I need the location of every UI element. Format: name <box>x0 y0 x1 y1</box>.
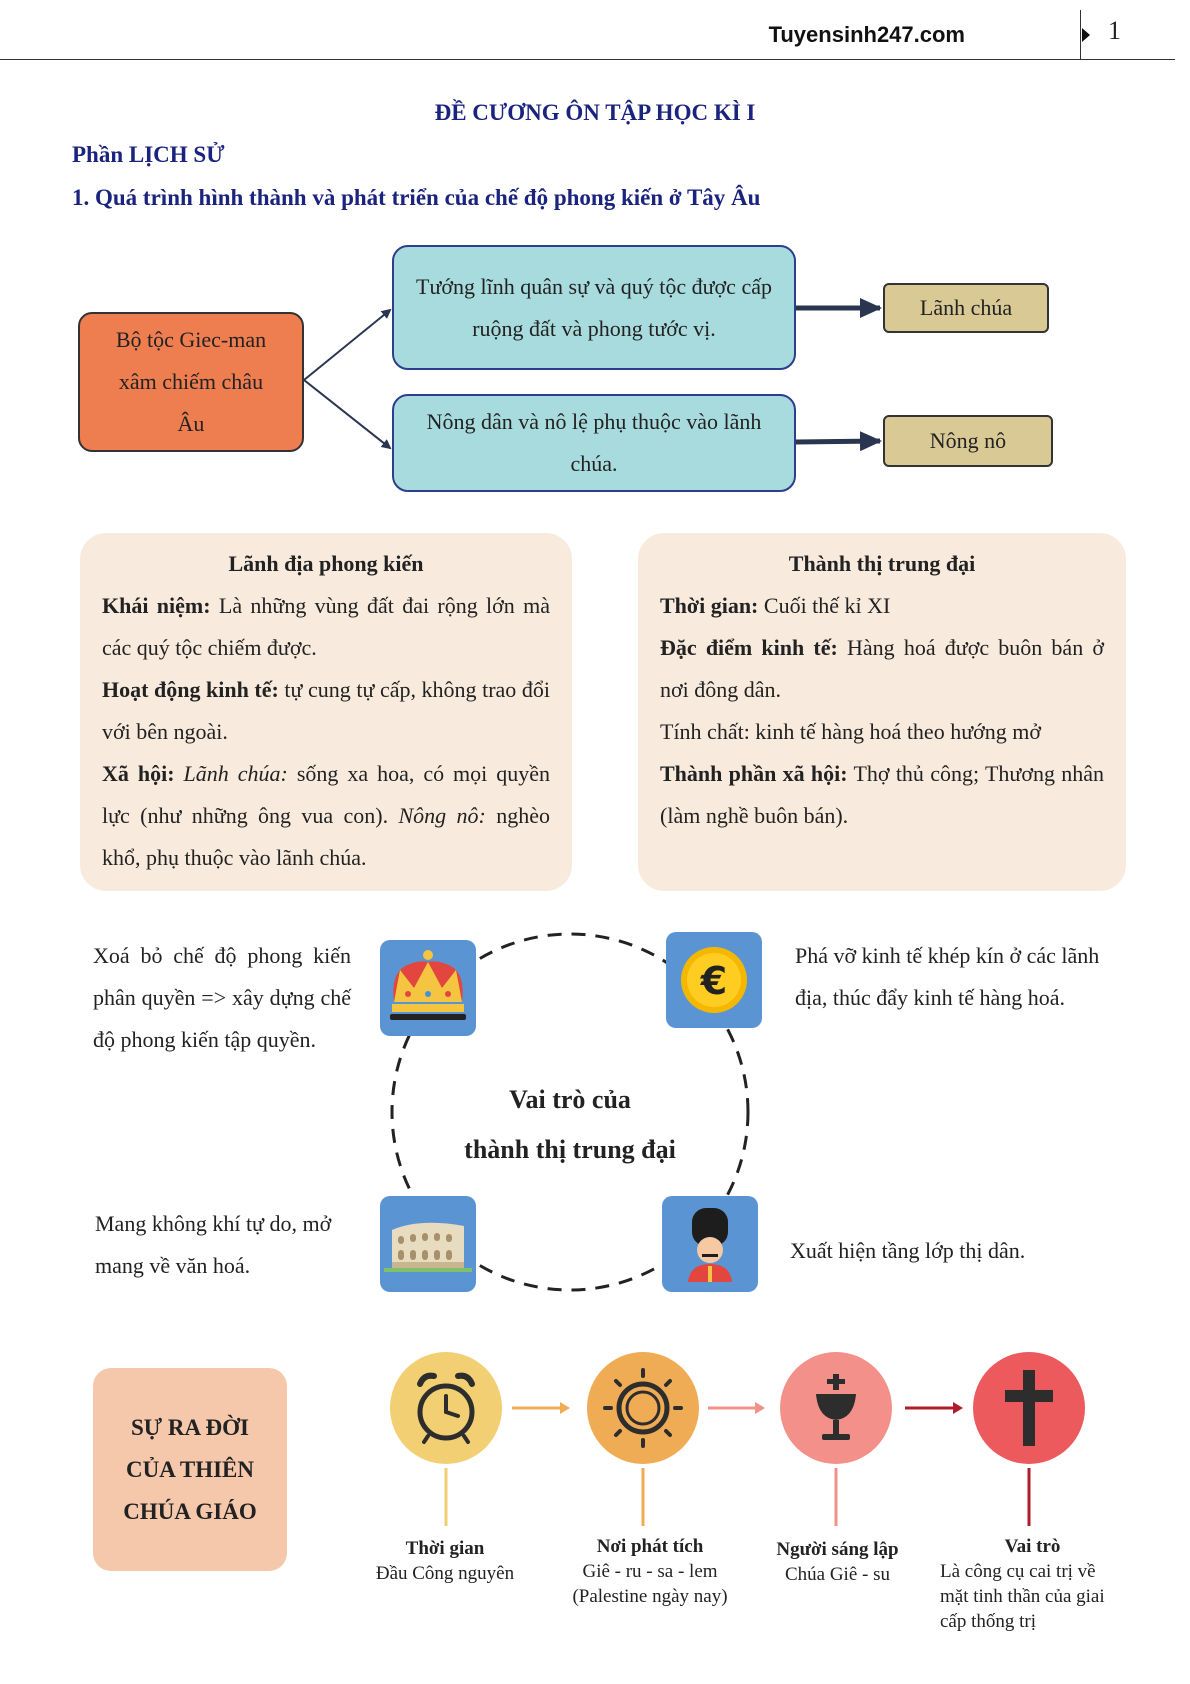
fief-card <box>80 533 572 891</box>
time-circle <box>390 1352 502 1464</box>
step-label: Người sáng lập <box>776 1539 899 1560</box>
colosseum-tile <box>380 1196 476 1292</box>
role-label-block <box>940 1534 1125 1634</box>
lower-result-text: Nông nô <box>929 428 1007 453</box>
role-top-right: Phá vỡ kinh tế khép kín ở các lãnh địa, thúc đẩy kinh tế hàng hoá. <box>795 943 1100 1010</box>
founder-circle <box>780 1352 892 1464</box>
step-text: Chúa Giê - su <box>784 1564 890 1585</box>
role-bottom-left: Mang không khí tự do, mở mang về văn hoá. <box>95 1211 332 1278</box>
role-title-line1: Vai trò của <box>509 1085 631 1114</box>
colosseum-icon <box>380 1196 476 1292</box>
page-number: 1 <box>1108 16 1121 45</box>
crown-of-thorns-icon <box>587 1352 699 1464</box>
section-title: 1. Quá trình hình thành và phát triển của chế độ phong kiến ở Tây Âu <box>72 185 761 210</box>
fief-concept <box>102 585 550 669</box>
econ-label: Hoạt động kinh tế: <box>102 677 279 702</box>
cross-icon <box>973 1352 1085 1464</box>
city-time <box>660 585 1104 627</box>
step-label: Nơi phát tích <box>596 1536 704 1557</box>
concept-text: Là những vùng đất đai rộng lớn mà các quý tộc chiếm được. <box>102 593 550 660</box>
guard-icon <box>662 1196 758 1292</box>
germanic-invasion-box <box>78 312 304 452</box>
site-name: Tuyensinh247.com <box>768 22 965 47</box>
step-text: Giê - ru - sa - lem (Palestine ngày nay) <box>572 1561 728 1607</box>
place-label-block <box>550 1534 750 1609</box>
role-circle <box>973 1352 1085 1464</box>
social-label: Thành phần xã hội: <box>660 761 848 786</box>
origin-text: Bộ tộc Giec-man xâm chiếm châu Âu <box>115 327 267 436</box>
medieval-city-card <box>638 533 1126 891</box>
lord-label: Lãnh chúa: <box>183 761 288 786</box>
city-econ-text: Hàng hoá được buôn bán ở nơi đông dân. <box>660 635 1105 702</box>
coin-tile <box>666 932 762 1028</box>
fief-society <box>102 753 550 879</box>
role-bottom-right: Xuất hiện tầng lớp thị dân. <box>790 1238 1026 1263</box>
upper-text: Tướng lĩnh quân sự và quý tộc được cấp ruộng đất và phong tước vị. <box>416 273 772 341</box>
fief-economy <box>102 669 550 753</box>
time-label: Thời gian: <box>660 593 759 618</box>
crown-icon <box>380 940 476 1036</box>
step-label: Vai trò <box>1004 1536 1061 1557</box>
step-label: Thời gian <box>405 1538 485 1559</box>
step-text: Là công cụ cai trị về mặt tinh thần của giai cấp thống trị <box>940 1561 1105 1632</box>
christianity-title: SỰ RA ĐỜI CỦA THIÊN CHÚA GIÁO <box>123 1414 257 1524</box>
role-top-left: Xoá bỏ chế độ phong kiến phân quyền => xây dựng chế độ phong kiến tập quyền. <box>93 943 351 1052</box>
founder-label-block <box>755 1537 920 1587</box>
guard-tile <box>662 1196 758 1292</box>
lower-text: Nông dân và nô lệ phụ thuộc vào lãnh chúa. <box>426 409 762 476</box>
serfs-result-box <box>883 415 1053 467</box>
step-text: Đầu Công nguyên <box>375 1563 515 1584</box>
city-title: Thành thị trung đại <box>788 551 976 576</box>
time-label-block <box>355 1536 535 1586</box>
upper-result-text: Lãnh chúa <box>919 295 1013 320</box>
city-social <box>660 753 1104 837</box>
society-label: Xã hội: <box>102 761 175 786</box>
crown-tile <box>380 940 476 1036</box>
time-text: Cuối thế kỉ XI <box>758 593 891 618</box>
serf-text: nghèo khổ, phụ thuộc vào lãnh chúa. <box>102 803 551 870</box>
part-title: Phần LỊCH SỬ <box>72 142 225 167</box>
social-text: Thợ thủ công; Thương nhân (làm nghề buôn bán). <box>660 761 1104 828</box>
lord-text: sống xa hoa, có mọi quyền lực (như những ông vua con). <box>102 761 551 828</box>
role-title-line2: thành thị trung đại <box>464 1135 676 1164</box>
serf-label: Nông nô: <box>398 803 486 828</box>
concept-label: Khái niệm: <box>102 593 211 618</box>
nobles-granted-land-box <box>392 245 796 370</box>
fief-title: Lãnh địa phong kiến <box>228 551 424 576</box>
city-economy <box>660 627 1104 711</box>
euro-coin-icon <box>666 932 762 1028</box>
document-title: ĐỀ CƯƠNG ÔN TẬP HỌC KÌ I <box>434 100 756 125</box>
svg-text:€: € <box>700 959 728 1003</box>
econ-text: tự cung tự cấp, không trao đổi với bên ngoài. <box>102 677 550 744</box>
origin-place-circle <box>587 1352 699 1464</box>
peasants-dependent-box <box>392 394 796 492</box>
city-nature: Tính chất: kinh tế hàng hoá theo hướng mở <box>660 719 1042 744</box>
city-econ-label: Đặc điểm kinh tế: <box>660 635 838 660</box>
chalice-icon <box>780 1352 892 1464</box>
lords-result-box <box>883 283 1049 333</box>
role-center-title <box>430 1075 710 1175</box>
alarm-clock-icon <box>390 1352 502 1464</box>
